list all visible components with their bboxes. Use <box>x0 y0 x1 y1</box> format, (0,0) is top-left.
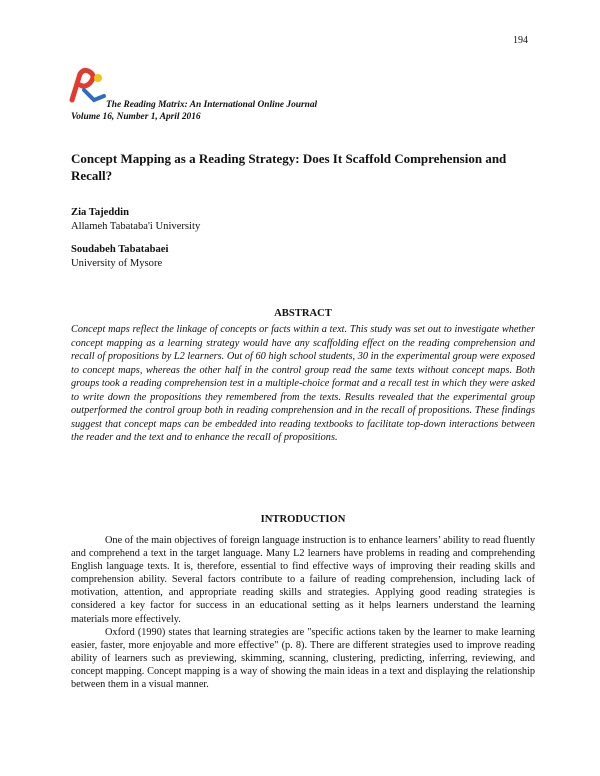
introduction-body <box>71 534 535 691</box>
author-affiliation: University of Mysore <box>71 257 163 269</box>
page-number: 194 <box>513 35 528 46</box>
paper-title: Concept Mapping as a Reading Strategy: Does It Scaffold Comprehension and Recall? <box>71 151 507 183</box>
paragraph: One of the main objectives of foreign language instruction is to enhance learners’ ability to read fluently and comprehend a text in the target language. Many L2 learners have problems in reading and comprehending English language texts. It is, therefore, essential to find effective ways of improving their reading skills and comprehension ability. Several factors contribute to a failure of reading comprehension, including lack of motivation, attention, and appropriate reading skills and strategies. Applying good reading strategies is considered a key factor for success in an educational setting as it helps learners understand the learning materials more effectively. <box>71 535 535 625</box>
journal-name: The Reading Matrix: An International Online Journal <box>106 100 318 110</box>
journal-header <box>71 100 491 123</box>
author-block <box>71 206 200 233</box>
paragraph: Oxford (1990) states that learning strategies are "specific actions taken by the learner to make learning easier, faster, more enjoyable and more effective" (p. 8). There are different strategies used to improve reading ability of learners such as previewing, skimming, scanning, clustering, predicting, inferring, reviewing, and concept mapping. Concept mapping is a way of showing the main ideas in a text and displaying the relationship between them in a visual manner. <box>71 626 535 691</box>
introduction-heading: INTRODUCTION <box>260 514 346 525</box>
journal-issue: Volume 16, Number 1, April 2016 <box>71 111 201 122</box>
author-block <box>71 243 168 270</box>
author-affiliation: Allameh Tabataba'i University <box>71 220 201 232</box>
author-name: Soudabeh Tabatabaei <box>71 244 169 255</box>
abstract-heading: ABSTRACT <box>274 308 332 319</box>
abstract-text: Concept maps reflect the linkage of concepts or facts within a text. This study was set out to investigate whether concept mapping as a learning strategy would have any scaffolding effect on the reading comprehension and recall of propositions by L2 learners. Out of 60 high school students, 30 in the experimental group were exposed to concept maps, whereas the other half in the control group read the same texts without concept maps. Both groups took a reading comprehension test in a multiple-choice format and a recall test in which they were asked to write down the propositions they remembered from the texts. Results revealed that the experimental group outperformed the control group both in reading comprehension and in the recall of propositions. These findings suggest that concept maps can be embedded into reading textbooks to facilitate top-down interactions between the reader and the text and to enhance the recall of propositions. <box>71 324 535 443</box>
author-name: Zia Tajeddin <box>71 207 130 218</box>
